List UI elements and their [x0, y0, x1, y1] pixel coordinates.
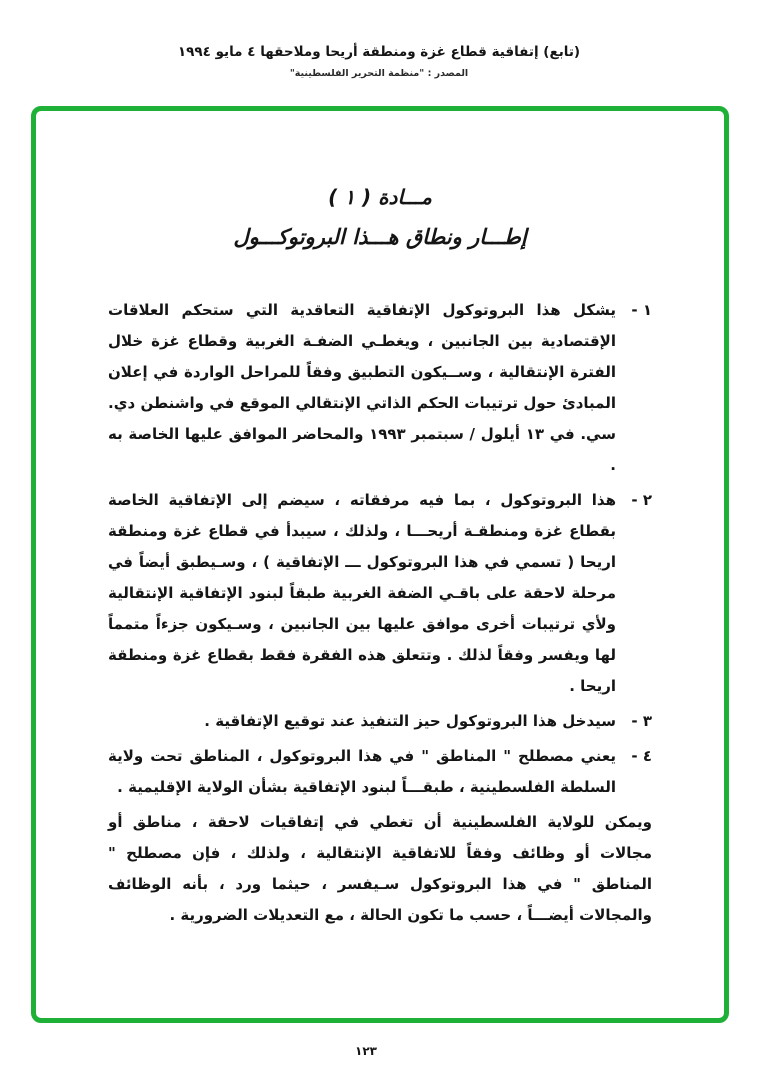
closing-paragraph: ويمكن للولاية الفلسطينية أن تغطي في إتفاقيات لاحقة ، مناطق أو مجالات أو وظائف وفقاً للاتفاقية الإنتقالية ، ولذلك ، فإن مصطلح " المناطق " في هذا البروتوكول سـيفسر ، حيثما ورد ، بأنه الوظائف والمجالات أيضـــاً ، حسب ما تكون الحالة ، مع التعديلات الضرورية . [108, 813, 652, 924]
document-content [36, 111, 724, 931]
page-number: ١٢٣ [355, 1044, 377, 1058]
paragraph-number: ٤ - [631, 747, 652, 765]
paragraph-number: ١ - [631, 301, 652, 319]
article-paragraph-3 [108, 706, 652, 737]
paragraph-text: هذا البروتوكول ، بما فيه مرفقاته ، سيضم إلى الإتفاقية الخاصة بقطاع غزة ومنطقـة أريحـــا ، ولذلك ، سيبدأ في قطاع غزة ومنطقة اريحا ( تسمي في هذا البروتوكول ـــ الإتفاقية ) ، وسـيطبق أيضاً في مرحلة لاحقة على باقـي الضفة الغربية طبقاً لبنود الإتفاقية الإنتقالية ولأي ترتيبات أخرى موافق عليها بين الجانبين ، وسـيكون جزءاً متمماً لها ويفسر وفقاً لذلك . وتتعلق هذه الفقرة فقط بقطاع غزة ومنطقة اريحا . [108, 491, 616, 695]
header-title: (تابع) إتفاقية قطاع غزة ومنطقة أريحا وملاحقها ٤ مايو ١٩٩٤ [177, 44, 581, 60]
article-paragraph-2 [108, 485, 652, 702]
article-title-block [108, 185, 652, 249]
header-source: المصدر : "منظمة التحرير الفلسطينية" [289, 68, 469, 79]
paragraph-text: يعني مصطلح " المناطق " في هذا البروتوكول ، المناطق تحت ولاية السلطة الفلسطينية ، طبقـــاً لبنود الإتفاقية بشأن الولاية الإقليمية . [108, 747, 616, 796]
paragraph-text: يشكل هذا البروتوكول الإتفاقية التعاقدية التي ستحكم العلاقات الإقتصادية بين الجانبين ، ويغطـي الضفـة الغربية وقطاع غزة خلال الفترة الإنتقالية ، وســيكون التطبيق وفقاً للمراحل الواردة في إعلان المبادئ حول ترتيبات الحكم الذاتي الإنتقالي الموقع في واشنطن دي. سي. في ١٣ أيلول / سبتمبر ١٩٩٣ والمحاضر الموافق عليها الخاصة به . [108, 301, 616, 474]
article-subtitle: إطـــار ونطاق هـــذا البروتوكـــول [233, 225, 527, 249]
document-frame [31, 106, 729, 1023]
article-title: مـــادة ( ١ ) [328, 185, 432, 209]
article-paragraph-4 [108, 741, 652, 803]
page-header [0, 44, 758, 79]
paragraph-number: ٣ - [631, 712, 652, 730]
paragraph-number: ٢ - [631, 491, 652, 509]
paragraph-text: سيدخل هذا البروتوكول حيز التنفيذ عند توقيع الإتفاقية . [204, 712, 616, 730]
article-paragraph-1 [108, 295, 652, 481]
